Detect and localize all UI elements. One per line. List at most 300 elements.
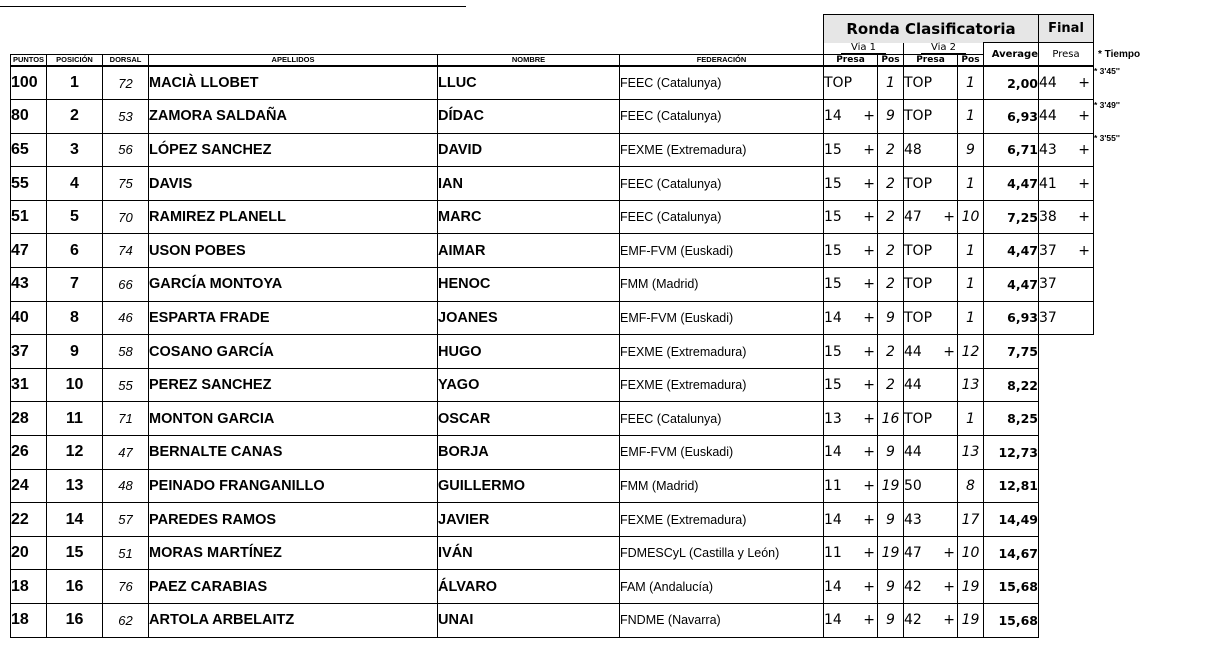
via2-pos-cell: 1 [958, 66, 984, 100]
via2-pos-cell: 13 [958, 436, 984, 470]
via1-presa-cell [824, 536, 878, 570]
via2-pos-cell: 1 [958, 100, 984, 134]
via1-plus-mark: + [863, 477, 875, 494]
via1-plus-mark: + [863, 578, 875, 595]
posicion-cell: 16 [47, 570, 103, 604]
nombre-cell: OSCAR [438, 402, 620, 436]
header-group-row [11, 15, 1142, 43]
dorsal-cell: 71 [103, 402, 149, 436]
final-presa-cell [1039, 268, 1094, 302]
via1-pos-cell: 16 [878, 402, 904, 436]
via1-presa-cell [824, 368, 878, 402]
nombre-cell: JOANES [438, 301, 620, 335]
posicion-cell: 5 [47, 200, 103, 234]
posicion-cell: 8 [47, 301, 103, 335]
apellidos-cell: GARCÍA MONTOYA [149, 268, 438, 302]
federacion-cell: FEEC (Catalunya) [620, 402, 824, 436]
final-presa-cell [1039, 234, 1094, 268]
average-cell: 14,49 [984, 503, 1039, 537]
via2-pos-column-header: Pos [958, 54, 984, 66]
apellidos-cell: PEREZ SANCHEZ [149, 368, 438, 402]
federacion-cell: FEXME (Extremadura) [620, 503, 824, 537]
nombre-cell: HENOC [438, 268, 620, 302]
nombre-cell: YAGO [438, 368, 620, 402]
apellidos-cell: PEINADO FRANGANILLO [149, 469, 438, 503]
table-row [11, 402, 1142, 436]
via2-presa-value: 50 [904, 477, 922, 494]
final-presa-cell [1039, 100, 1094, 134]
final-presa-value: 43 [1039, 141, 1057, 158]
federacion-cell: FAM (Andalucía) [620, 570, 824, 604]
tiempo-cell [1094, 268, 1142, 302]
dorsal-cell: 62 [103, 604, 149, 638]
nombre-cell: DAVID [438, 133, 620, 167]
average-cell: 4,47 [984, 268, 1039, 302]
empty-cell [1094, 570, 1142, 604]
via1-pos-cell: 2 [878, 133, 904, 167]
via1-presa-cell [824, 570, 878, 604]
via1-plus-mark: + [863, 108, 875, 125]
via2-presa-cell [904, 402, 958, 436]
via2-plus-mark: + [943, 545, 955, 562]
puntos-cell: 18 [11, 570, 47, 604]
apellidos-column-header: APELLIDOS [149, 54, 438, 66]
nombre-cell: DÍDAC [438, 100, 620, 134]
apellidos-cell: USON POBES [149, 234, 438, 268]
posicion-cell: 15 [47, 536, 103, 570]
federacion-cell: FEXME (Extremadura) [620, 335, 824, 369]
via1-presa-value: 15 [824, 209, 842, 226]
average-cell: 4,47 [984, 234, 1039, 268]
apellidos-cell: BERNALTE CANAS [149, 436, 438, 470]
via2-pos-cell: 10 [958, 200, 984, 234]
via1-pos-cell: 9 [878, 100, 904, 134]
table-row [11, 335, 1142, 369]
apellidos-cell: MONTON GARCIA [149, 402, 438, 436]
table-row [11, 368, 1142, 402]
average-cell: 8,22 [984, 368, 1039, 402]
via1-pos-cell: 9 [878, 503, 904, 537]
puntos-cell: 28 [11, 402, 47, 436]
empty-cell [1039, 536, 1094, 570]
via1-presa-value: TOP [824, 75, 853, 92]
puntos-cell: 55 [11, 167, 47, 201]
via1-presa-cell [824, 301, 878, 335]
posicion-cell: 11 [47, 402, 103, 436]
dorsal-cell: 58 [103, 335, 149, 369]
dorsal-cell: 57 [103, 503, 149, 537]
via1-plus-mark: + [863, 444, 875, 461]
via1-presa-cell [824, 100, 878, 134]
empty-cell [1039, 604, 1094, 638]
empty-cell [1039, 402, 1094, 436]
via1-presa-cell [824, 503, 878, 537]
via2-presa-value: 44 [904, 343, 922, 360]
via2-pos-cell: 8 [958, 469, 984, 503]
federacion-cell: EMF-FVM (Euskadi) [620, 436, 824, 470]
federacion-cell: FEXME (Extremadura) [620, 368, 824, 402]
empty-cell [1039, 368, 1094, 402]
final-plus-mark: + [1078, 242, 1090, 259]
table-row [11, 234, 1142, 268]
apellidos-cell: PAEZ CARABIAS [149, 570, 438, 604]
via1-presa-cell [824, 133, 878, 167]
via1-plus-mark: + [863, 612, 875, 629]
via2-presa-cell [904, 335, 958, 369]
via2-presa-value: 42 [904, 612, 922, 629]
average-cell: 6,71 [984, 133, 1039, 167]
via2-pos-cell: 10 [958, 536, 984, 570]
dorsal-cell: 66 [103, 268, 149, 302]
tiempo-cell: * 3'55'' [1094, 133, 1120, 144]
via2-presa-value: 44 [904, 444, 922, 461]
puntos-cell: 43 [11, 268, 47, 302]
average-cell: 6,93 [984, 301, 1039, 335]
via2-pos-cell: 9 [958, 133, 984, 167]
via1-pos-cell: 19 [878, 536, 904, 570]
tiempo-cell: * 3'49'' [1094, 99, 1120, 110]
tiempo-cell [1094, 200, 1142, 234]
posicion-column-header: POSICIÓN [47, 54, 103, 66]
final-presa-value: 37 [1039, 242, 1057, 259]
via2-presa-cell [904, 268, 958, 302]
via1-presa-cell [824, 66, 878, 100]
final-header: Final [1039, 15, 1094, 43]
via1-presa-value: 15 [824, 175, 842, 192]
header-via-row [11, 43, 1142, 55]
nombre-cell: AIMAR [438, 234, 620, 268]
via1-plus-mark: + [863, 511, 875, 528]
average-cell: 6,93 [984, 100, 1039, 134]
average-cell: 15,68 [984, 570, 1039, 604]
via2-presa-value: 43 [904, 511, 922, 528]
via1-presa-value: 15 [824, 377, 842, 394]
via1-pos-cell: 2 [878, 200, 904, 234]
final-presa-cell [1039, 133, 1094, 167]
posicion-cell: 13 [47, 469, 103, 503]
final-plus-mark: + [1078, 141, 1090, 158]
via2-presa-cell [904, 167, 958, 201]
via1-pos-cell: 1 [878, 66, 904, 100]
federacion-cell: EMF-FVM (Euskadi) [620, 234, 824, 268]
via2-pos-cell: 1 [958, 268, 984, 302]
via2-presa-value: TOP [904, 242, 933, 259]
dorsal-cell: 74 [103, 234, 149, 268]
results-table [10, 14, 1142, 638]
via-2-header: Via 2 [904, 43, 984, 55]
apellidos-cell: DAVIS [149, 167, 438, 201]
posicion-cell: 12 [47, 436, 103, 470]
empty-cell [1094, 604, 1142, 638]
average-cell: 8,25 [984, 402, 1039, 436]
final-plus-mark: + [1078, 175, 1090, 192]
average-column-header: Average [984, 43, 1039, 67]
table-row [11, 66, 1142, 100]
dorsal-cell: 56 [103, 133, 149, 167]
via1-plus-mark: + [863, 377, 875, 394]
via2-presa-cell [904, 100, 958, 134]
table-row [11, 133, 1142, 167]
via2-presa-cell [904, 200, 958, 234]
dorsal-cell: 70 [103, 200, 149, 234]
via2-presa-cell [904, 234, 958, 268]
via1-plus-mark: + [863, 276, 875, 293]
via2-plus-mark: + [943, 612, 955, 629]
via2-presa-cell [904, 536, 958, 570]
empty-cell [1039, 570, 1094, 604]
via1-presa-value: 14 [824, 612, 842, 629]
final-presa-value: 37 [1039, 309, 1057, 326]
via1-presa-cell [824, 402, 878, 436]
puntos-cell: 31 [11, 368, 47, 402]
via1-plus-mark: + [863, 141, 875, 158]
ronda-clasificatoria-header: Ronda Clasificatoria [824, 15, 1039, 43]
apellidos-cell: ZAMORA SALDAÑA [149, 100, 438, 134]
federacion-cell: FNDME (Navarra) [620, 604, 824, 638]
table-row [11, 536, 1142, 570]
nombre-cell: JAVIER [438, 503, 620, 537]
via2-presa-value: 48 [904, 141, 922, 158]
via2-pos-cell: 19 [958, 570, 984, 604]
table-row [11, 268, 1142, 302]
puntos-cell: 47 [11, 234, 47, 268]
apellidos-cell: ARTOLA ARBELAITZ [149, 604, 438, 638]
via2-pos-cell: 13 [958, 368, 984, 402]
via1-presa-value: 11 [824, 477, 842, 494]
apellidos-cell: LÓPEZ SANCHEZ [149, 133, 438, 167]
final-presa-value: 37 [1039, 276, 1057, 293]
via1-pos-cell: 9 [878, 301, 904, 335]
via1-presa-value: 11 [824, 545, 842, 562]
via1-pos-cell: 2 [878, 234, 904, 268]
empty-cell [1094, 335, 1142, 369]
average-cell: 7,75 [984, 335, 1039, 369]
puntos-cell: 18 [11, 604, 47, 638]
final-presa-value: 44 [1039, 75, 1057, 92]
federacion-column-header: FEDERACIÓN [620, 54, 824, 66]
via1-presa-value: 14 [824, 511, 842, 528]
dorsal-cell: 51 [103, 536, 149, 570]
table-row [11, 604, 1142, 638]
via2-pos-cell: 1 [958, 402, 984, 436]
apellidos-cell: MORAS MARTÍNEZ [149, 536, 438, 570]
empty-cell [1094, 436, 1142, 470]
federacion-cell: FDMESCyL (Castilla y León) [620, 536, 824, 570]
via1-presa-cell [824, 469, 878, 503]
final-plus-mark: + [1078, 108, 1090, 125]
posicion-cell: 14 [47, 503, 103, 537]
nombre-cell: MARC [438, 200, 620, 234]
via2-pos-cell: 1 [958, 167, 984, 201]
posicion-cell: 10 [47, 368, 103, 402]
empty-cell [1094, 469, 1142, 503]
via1-pos-cell: 9 [878, 604, 904, 638]
column-header-row [11, 54, 1142, 66]
dorsal-cell: 47 [103, 436, 149, 470]
posicion-cell: 4 [47, 167, 103, 201]
empty-cell [1039, 436, 1094, 470]
final-presa-cell [1039, 66, 1094, 100]
via2-presa-column-header: Presa [904, 54, 958, 66]
average-cell: 2,00 [984, 66, 1039, 100]
via2-presa-value: TOP [904, 309, 933, 326]
via2-presa-value: 42 [904, 578, 922, 595]
via1-presa-cell [824, 268, 878, 302]
puntos-cell: 80 [11, 100, 47, 134]
via2-pos-cell: 12 [958, 335, 984, 369]
tiempo-column-header: * Tiempo [1098, 48, 1141, 60]
federacion-cell: FMM (Madrid) [620, 268, 824, 302]
apellidos-cell: ESPARTA FRADE [149, 301, 438, 335]
posicion-cell: 16 [47, 604, 103, 638]
nombre-column-header: NOMBRE [438, 54, 620, 66]
via1-presa-cell [824, 200, 878, 234]
table-row [11, 100, 1142, 134]
empty-cell [1039, 335, 1094, 369]
via2-presa-value: TOP [904, 75, 933, 92]
via1-presa-value: 15 [824, 141, 842, 158]
via1-presa-value: 14 [824, 578, 842, 595]
final-presa-cell [1039, 167, 1094, 201]
table-row [11, 200, 1142, 234]
final-presa-column-header: Presa [1039, 43, 1094, 67]
final-presa-cell [1039, 301, 1094, 335]
via1-presa-value: 14 [824, 309, 842, 326]
final-plus-mark: + [1078, 209, 1090, 226]
tiempo-cell [1094, 234, 1142, 268]
nombre-cell: HUGO [438, 335, 620, 369]
via2-presa-value: TOP [904, 108, 933, 125]
via1-plus-mark: + [863, 209, 875, 226]
empty-cell [1094, 402, 1142, 436]
via1-presa-value: 15 [824, 242, 842, 259]
via2-presa-value: 47 [904, 545, 922, 562]
via1-presa-cell [824, 604, 878, 638]
dorsal-cell: 72 [103, 66, 149, 100]
tiempo-cell [1094, 301, 1142, 335]
nombre-cell: LLUC [438, 66, 620, 100]
via1-presa-cell [824, 167, 878, 201]
via2-presa-cell [904, 503, 958, 537]
puntos-cell: 65 [11, 133, 47, 167]
via2-plus-mark: + [943, 578, 955, 595]
via2-presa-cell [904, 469, 958, 503]
federacion-cell: FEEC (Catalunya) [620, 167, 824, 201]
nombre-cell: IAN [438, 167, 620, 201]
average-cell: 7,25 [984, 200, 1039, 234]
via-1-header: Via 1 [824, 43, 904, 55]
average-cell: 12,73 [984, 436, 1039, 470]
via1-plus-mark: + [863, 545, 875, 562]
via2-pos-cell: 19 [958, 604, 984, 638]
via2-presa-cell [904, 301, 958, 335]
puntos-cell: 37 [11, 335, 47, 369]
via2-presa-value: 47 [904, 209, 922, 226]
via2-presa-cell [904, 133, 958, 167]
average-cell: 14,67 [984, 536, 1039, 570]
federacion-cell: FMM (Madrid) [620, 469, 824, 503]
via1-presa-value: 15 [824, 343, 842, 360]
empty-cell [1094, 503, 1142, 537]
puntos-cell: 40 [11, 301, 47, 335]
final-presa-value: 44 [1039, 108, 1057, 125]
via1-presa-value: 13 [824, 410, 842, 427]
apellidos-cell: PAREDES RAMOS [149, 503, 438, 537]
empty-cell [1094, 536, 1142, 570]
via2-presa-value: 44 [904, 377, 922, 394]
via1-presa-cell [824, 335, 878, 369]
via1-presa-cell [824, 436, 878, 470]
empty-cell [1094, 368, 1142, 402]
via1-pos-column-header: Pos [878, 54, 904, 66]
puntos-cell: 51 [11, 200, 47, 234]
nombre-cell: ÁLVARO [438, 570, 620, 604]
final-plus-mark: + [1078, 75, 1090, 92]
dorsal-cell: 48 [103, 469, 149, 503]
via2-presa-cell [904, 604, 958, 638]
puntos-cell: 24 [11, 469, 47, 503]
puntos-cell: 100 [11, 66, 47, 100]
tiempo-cell [1094, 167, 1142, 201]
via2-pos-cell: 1 [958, 301, 984, 335]
apellidos-cell: COSANO GARCÍA [149, 335, 438, 369]
via1-presa-value: 14 [824, 444, 842, 461]
puntos-cell: 26 [11, 436, 47, 470]
via1-presa-cell [824, 234, 878, 268]
via2-presa-cell [904, 368, 958, 402]
apellidos-cell: MACIÀ LLOBET [149, 66, 438, 100]
posicion-cell: 6 [47, 234, 103, 268]
via2-presa-value: TOP [904, 175, 933, 192]
apellidos-cell: RAMIREZ PLANELL [149, 200, 438, 234]
via2-plus-mark: + [943, 343, 955, 360]
via1-pos-cell: 2 [878, 368, 904, 402]
average-cell: 15,68 [984, 604, 1039, 638]
nombre-cell: IVÁN [438, 536, 620, 570]
puntos-cell: 20 [11, 536, 47, 570]
dorsal-cell: 75 [103, 167, 149, 201]
posicion-cell: 2 [47, 100, 103, 134]
dorsal-cell: 55 [103, 368, 149, 402]
table-row [11, 503, 1142, 537]
table-row [11, 167, 1142, 201]
nombre-cell: GUILLERMO [438, 469, 620, 503]
federacion-cell: FEEC (Catalunya) [620, 100, 824, 134]
via2-presa-cell [904, 570, 958, 604]
empty-cell [1039, 469, 1094, 503]
table-row [11, 469, 1142, 503]
federacion-cell: EMF-FVM (Euskadi) [620, 301, 824, 335]
via1-plus-mark: + [863, 175, 875, 192]
via2-presa-value: TOP [904, 276, 933, 293]
via1-pos-cell: 2 [878, 167, 904, 201]
empty-cell [1039, 503, 1094, 537]
via1-pos-cell: 9 [878, 570, 904, 604]
table-row [11, 301, 1142, 335]
tiempo-cell: * 3'45'' [1094, 66, 1120, 76]
via1-pos-cell: 2 [878, 335, 904, 369]
via1-plus-mark: + [863, 410, 875, 427]
via1-plus-mark: + [863, 242, 875, 259]
via2-presa-cell [904, 66, 958, 100]
via2-presa-cell [904, 436, 958, 470]
final-presa-value: 41 [1039, 175, 1057, 192]
via1-presa-value: 14 [824, 108, 842, 125]
via2-plus-mark: + [943, 209, 955, 226]
federacion-cell: FEEC (Catalunya) [620, 66, 824, 100]
dorsal-column-header: DORSAL [103, 54, 149, 66]
posicion-cell: 7 [47, 268, 103, 302]
